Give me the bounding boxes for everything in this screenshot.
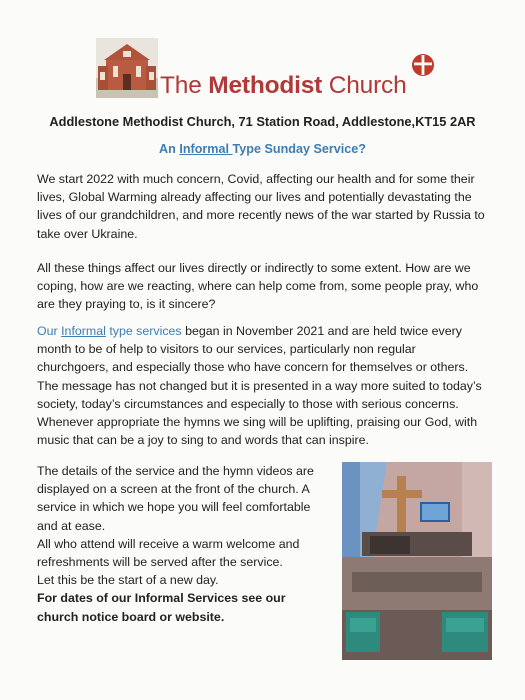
welcome-text: All who attend will receive a warm welcome and refreshments will be served after the service. bbox=[37, 536, 300, 570]
details-text: The details of the service and the hymn videos are displayed on a screen at the front of the church. A service in which we hope you will feel comfortable and at ease. bbox=[37, 464, 314, 533]
page-subtitle bbox=[0, 142, 525, 156]
informal-underlined: Informal bbox=[61, 324, 106, 338]
subtitle-pre: An bbox=[159, 142, 180, 156]
paragraph-details bbox=[37, 462, 327, 626]
informal-rest: began in November 2021 and are held twice every month to be of help to visitors to our services, particularly non regular churchgoers, and especially those who have concern for themselves or others. The message has not changed but it is presented in a way more suited to today’s society, today’s circumstances and especially to those with serious concerns. Whenever appropriate the hymns we sing will be uplifting, praising our God, with music that can be a joy to sing to and words that can inspire. bbox=[37, 324, 482, 448]
subtitle-post: Type Sunday Service? bbox=[232, 142, 366, 156]
paragraph-informal-services bbox=[37, 322, 489, 449]
informal-services-label bbox=[37, 324, 182, 338]
informal-post: type services bbox=[105, 324, 182, 338]
paragraph-intro: We start 2022 with much concern, Covid, affecting our health and for some their lives, Global Warming already affecting our lives and potentially devastating the lives of our grandchildren, and more recently news of the war started by Russia to take over Ukraine. bbox=[37, 172, 485, 241]
church-brand-name bbox=[160, 72, 407, 100]
church-interior-photo bbox=[342, 462, 492, 660]
church-address: Addlestone Methodist Church, 71 Station Road, Addlestone,KT15 2AR bbox=[49, 114, 476, 129]
brand-strong: Methodist bbox=[208, 72, 323, 99]
church-building-image bbox=[96, 38, 158, 98]
methodist-logo-icon bbox=[410, 52, 436, 78]
brand-prefix: The bbox=[160, 72, 209, 99]
brand-suffix: Church bbox=[322, 72, 407, 99]
dates-notice: For dates of our Informal Services see our church notice board or website. bbox=[37, 591, 286, 624]
subtitle-underlined: Informal bbox=[179, 142, 233, 156]
informal-pre: Our bbox=[37, 324, 62, 338]
paragraph-questions: All these things affect our lives directly or indirectly to some extent. How are we coping, how are we reacting, where can help come from, some people pray, who are they praying to, is it sincere? bbox=[37, 261, 479, 312]
new-day-text: Let this be the start of a new day. bbox=[37, 573, 219, 588]
